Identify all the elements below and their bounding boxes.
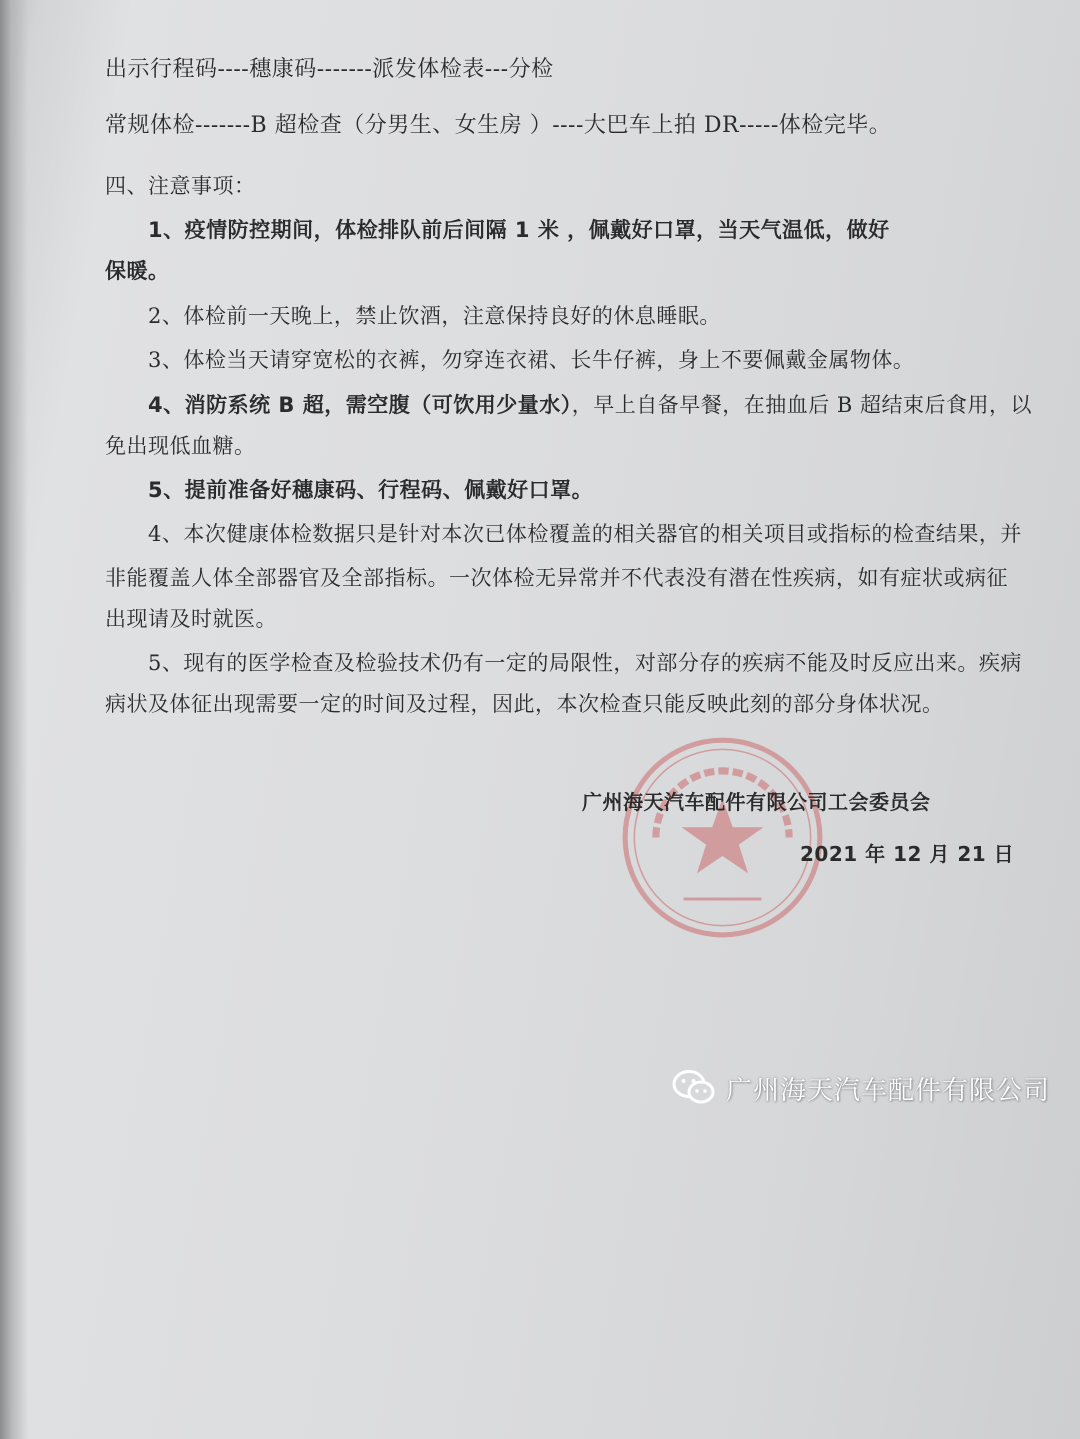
note-item-3: 3、体检当天请穿宽松的衣裤，勿穿连衣裙、长牛仔裤，身上不要佩戴金属物体。 (148, 348, 915, 372)
note-item-1-line-1: 1、疫情防控期间，体检排队前后间隔 1 米 ，佩戴好口罩，当天气温低，做好 (148, 218, 890, 242)
issue-date: 2021 年 12 月 21 日 (800, 842, 1015, 866)
wechat-watermark (672, 1066, 1050, 1110)
note-item-4-line-2: 免出现低血糖。 (105, 434, 256, 458)
note-item-4-line-1 (148, 389, 1032, 419)
process-flow-line-1: 出示行程码----穗康码-------派发体检表---分检 (105, 57, 554, 82)
issuer-organization: 广州海天汽车配件有限公司工会委员会 (582, 790, 931, 814)
note-item-6-line-3: 出现请及时就医。 (105, 607, 277, 631)
notes-heading: 四、注意事项： (105, 174, 256, 198)
process-flow-line-2: 常规体检-------B 超检查（分男生、女生房 ）----大巴车上拍 DR-----体检完毕。 (105, 113, 892, 138)
note-item-7-line-1: 5、现有的医学检查及检验技术仍有一定的局限性，对部分存的疾病不能及时反应出来。疾病 (148, 651, 1022, 675)
official-seal (620, 735, 825, 940)
note-item-6-line-2: 非能覆盖人体全部器官及全部指标。一次体检无异常并不代表没有潜在性疾病，如有症状或病征 (105, 566, 1008, 590)
note-item-4-rest: ，早上自备早餐，在抽血后 B 超结束后食用，以 (571, 393, 1033, 417)
note-item-6-line-1: 4、本次健康体检数据只是针对本次已体检覆盖的相关器官的相关项目或指标的检查结果，并 (148, 522, 1022, 546)
note-item-5: 5、提前准备好穗康码、行程码、佩戴好口罩。 (148, 478, 594, 502)
wechat-icon (672, 1068, 716, 1108)
note-item-4-bold: 4、消防系统 B 超，需空腹（可饮用少量水） (148, 393, 572, 417)
note-item-2: 2、体检前一天晚上，禁止饮酒，注意保持良好的休息睡眠。 (148, 304, 721, 328)
watermark-account-name: 广州海天汽车配件有限公司 (726, 1075, 1051, 1106)
note-item-1-line-2: 保暖。 (105, 259, 170, 283)
note-item-7-line-2: 病状及体征出现需要一定的时间及过程，因此，本次检查只能反映此刻的部分身体状况。 (105, 692, 944, 716)
